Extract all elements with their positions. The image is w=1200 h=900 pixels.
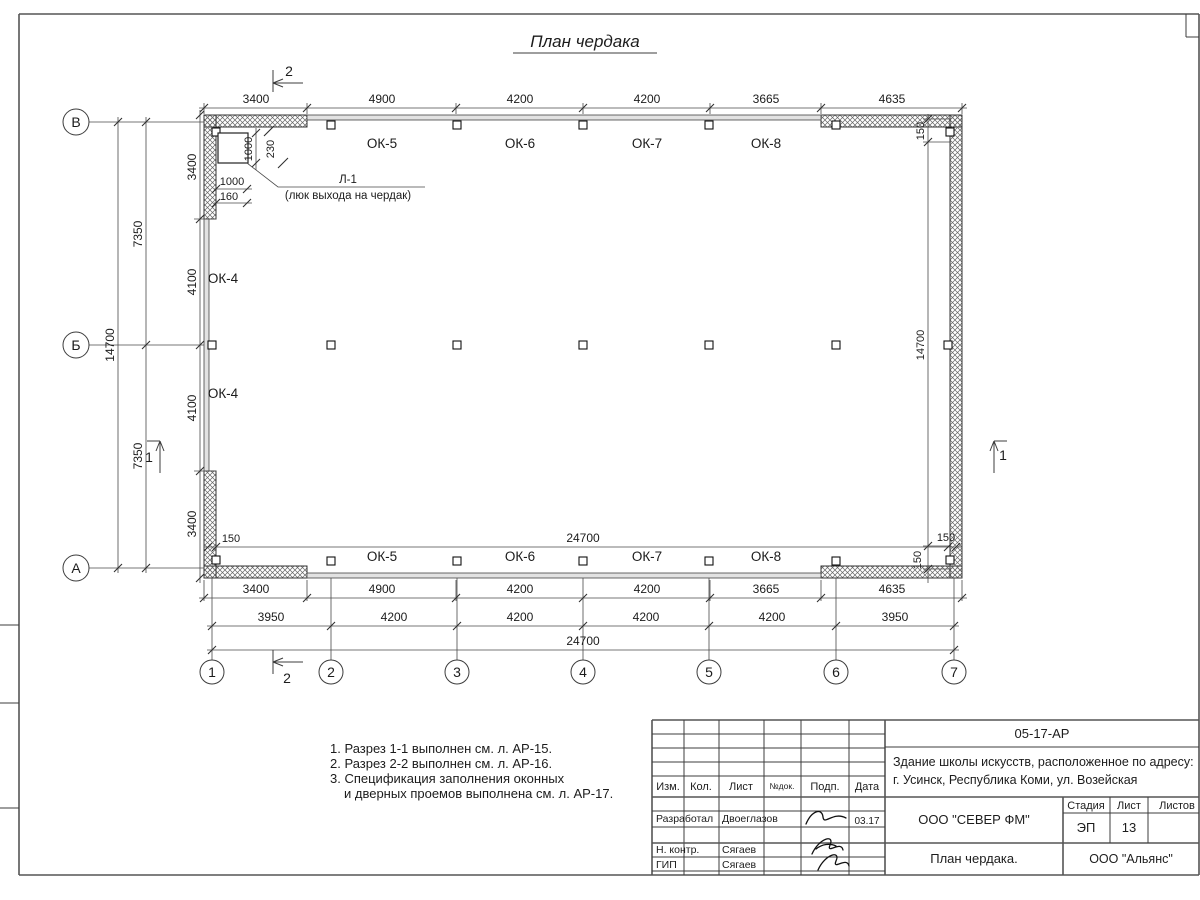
signature-2 — [812, 839, 843, 854]
tb-date: 03.17 — [854, 816, 880, 827]
tb-sheets-label: Листов — [1159, 800, 1195, 812]
window-label: ОК-8 — [750, 549, 782, 564]
dim-text: 4200 — [633, 92, 661, 106]
section-1-label-right: 1 — [999, 447, 1007, 463]
hatch-dim-offset-side: 230 — [265, 139, 277, 159]
sheet-frame — [0, 14, 1199, 875]
dim-text: 4635 — [878, 92, 906, 106]
tb-col-list: Лист — [729, 781, 753, 793]
dim-text: 4900 — [368, 582, 396, 596]
tb-stage-value: ЭП — [1076, 820, 1096, 835]
dim-text: 4200 — [506, 582, 534, 596]
wall-top-right — [821, 115, 962, 127]
notes — [330, 741, 613, 801]
wall-bottom-right — [821, 566, 962, 578]
dim-text: 3400 — [185, 510, 199, 538]
window-label: ОК-6 — [504, 549, 536, 564]
tb-name-gip: Сягаев — [722, 859, 757, 871]
axis-bubbles-bottom — [200, 660, 966, 684]
axis-label: 6 — [832, 664, 840, 680]
wall-top-left — [204, 115, 307, 127]
dim-text: 3400 — [185, 153, 199, 181]
tb-stage-label: Стадия — [1067, 800, 1105, 812]
tb-subtitle: План чердака. — [930, 851, 1018, 866]
hatch-dim-height: 1000 — [243, 136, 255, 162]
window-label: ОК-4 — [207, 271, 239, 286]
dim-text: 4200 — [506, 610, 534, 624]
title-block — [652, 720, 1199, 875]
window-label: ОК-8 — [750, 136, 782, 151]
axis-label: 1 — [208, 664, 216, 680]
dim-text: 7350 — [131, 442, 145, 470]
tb-col-kol: Кол. — [690, 781, 712, 793]
axis-bubbles-left — [63, 109, 89, 581]
tb-sheet-value: 13 — [1121, 820, 1137, 835]
window-label: ОК-5 — [366, 136, 398, 151]
section-1-label-left: 1 — [145, 449, 153, 465]
drawing-title — [513, 32, 657, 53]
dim-text: 4200 — [632, 610, 660, 624]
axis-label: 3 — [453, 664, 461, 680]
axis-label: 4 — [579, 664, 587, 680]
dim-chains-bottom — [199, 578, 967, 660]
tb-org2: ООО "Альянс" — [1089, 852, 1173, 866]
tb-name-ncontrol: Сягаев — [722, 844, 757, 856]
window-label: ОК-7 — [631, 549, 663, 564]
tb-col-podp: Подп. — [810, 781, 840, 793]
dim-text: 150 — [915, 121, 927, 141]
dim-text: 24700 — [566, 531, 600, 545]
dim-chain-top — [199, 92, 967, 114]
dim-text: 24700 — [566, 634, 600, 648]
section-2-label-top: 2 — [285, 63, 293, 79]
tb-role-ncontrol: Н. контр. — [656, 844, 700, 856]
axis-label: В — [71, 114, 81, 130]
tb-org: ООО "СЕВЕР ФМ" — [918, 812, 1030, 827]
dim-text: 4635 — [878, 582, 906, 596]
hatch-dim-offset-bottom: 160 — [219, 191, 239, 203]
dim-text: 4200 — [633, 582, 661, 596]
dim-text: 3665 — [752, 92, 780, 106]
tb-role-developed: Разработал — [656, 813, 714, 825]
tb-doc-code: 05-17-АР — [1014, 726, 1070, 741]
tb-object-line2: г. Усинск, Республика Коми, ул. Возейская — [893, 773, 1138, 787]
dim-text: 150 — [936, 532, 956, 544]
window-label: ОК-6 — [504, 136, 536, 151]
tb-object-line1: Здание школы искусств, расположенное по адресу: — [893, 755, 1194, 769]
parapet-top — [307, 115, 821, 120]
window-label: ОК-4 — [207, 386, 239, 401]
axis-label: Б — [71, 337, 81, 353]
window-label: ОК-7 — [631, 136, 663, 151]
dim-text: 3400 — [242, 582, 270, 596]
note-line: и дверных проемов выполнена см. л. АР-17. — [344, 786, 614, 801]
dim-text: 4100 — [185, 394, 199, 422]
axis-label: 5 — [705, 664, 713, 680]
dim-text: 3400 — [242, 92, 270, 106]
tb-name-developed: Двоеглазов — [722, 813, 778, 825]
tb-sheet-label: Лист — [1117, 800, 1141, 812]
dim-text: 14700 — [915, 329, 927, 361]
dim-text: 3950 — [881, 610, 909, 624]
tb-col-data: Дата — [854, 781, 880, 793]
dim-text: 4200 — [380, 610, 408, 624]
note-line: 1. Разрез 1-1 выполнен см. л. АР-15. — [330, 741, 553, 756]
dim-text: 14700 — [103, 328, 117, 362]
tb-col-izm: Изм. — [656, 781, 680, 793]
tb-role-gip: ГИП — [656, 859, 677, 871]
hatch-code-label: Л-1 — [339, 174, 357, 186]
note-line: 2. Разрез 2-2 выполнен см. л. АР-16. — [330, 756, 553, 771]
dim-text: 3665 — [752, 582, 780, 596]
dim-chain-interior-bottom — [204, 531, 962, 551]
dim-text: 4200 — [506, 92, 534, 106]
parapet-bottom — [307, 573, 821, 578]
note-line: 3. Спецификация заполнения оконных — [330, 771, 565, 786]
dim-text: 4900 — [368, 92, 396, 106]
axis-label: А — [71, 560, 81, 576]
window-label: ОК-5 — [366, 549, 398, 564]
drawing-title-text: План чердака — [530, 32, 640, 51]
tb-col-ndok: №док. — [769, 781, 795, 791]
dim-text: 4200 — [758, 610, 786, 624]
hatch-dim-width: 1000 — [219, 176, 245, 188]
dim-text: 4100 — [185, 268, 199, 296]
axis-label: 2 — [327, 664, 335, 680]
hatch-desc-label: (люк выхода на чердак) — [284, 190, 412, 202]
dim-text: 150 — [912, 550, 924, 570]
wall-bottom-left — [204, 566, 307, 578]
dim-chains-left — [89, 110, 216, 583]
axis-label: 7 — [950, 664, 958, 680]
dim-text: 7350 — [131, 220, 145, 248]
section-2-label-bottom: 2 — [283, 670, 291, 686]
dim-text: 3950 — [257, 610, 285, 624]
columns — [208, 121, 954, 565]
dim-text: 150 — [221, 533, 241, 545]
signature-1 — [806, 812, 846, 824]
